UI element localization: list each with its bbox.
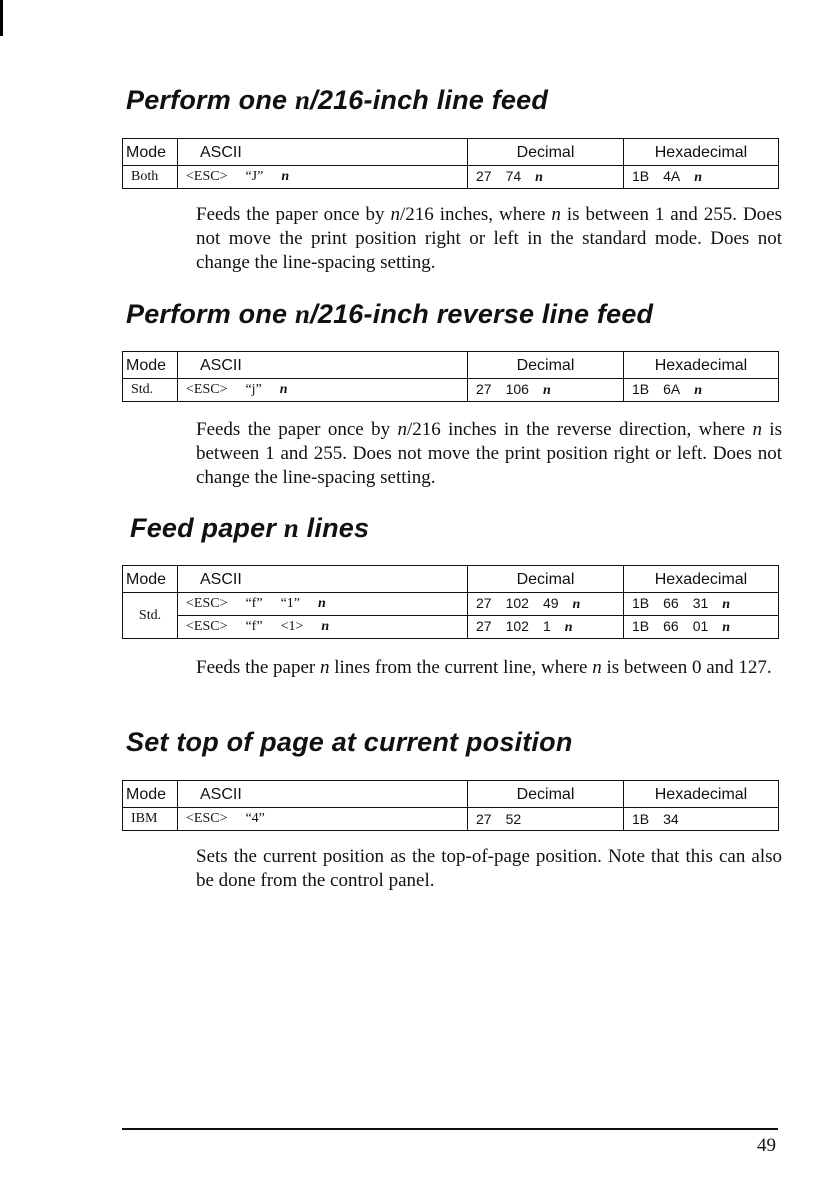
header-ascii: ASCII xyxy=(178,781,468,808)
header-mode: Mode xyxy=(123,781,178,808)
section-title: Feed paper n lines xyxy=(130,513,370,543)
table-row xyxy=(123,593,779,616)
section-description: Feeds the paper once by n/216 inches in the reverse direction, where n is between 1 and 255. Does not move the print position right or left. Does not change the line-spacing setting. xyxy=(196,419,782,488)
decimal-cell: 27 52 xyxy=(468,808,624,831)
header-decimal: Decimal xyxy=(468,566,624,593)
header-hex: Hexadecimal xyxy=(624,139,779,166)
table-header-row xyxy=(123,781,779,808)
footer-rule xyxy=(122,1128,778,1130)
hex-cell: 1B 4A n xyxy=(624,166,779,189)
section-title: Perform one n/216-inch reverse line feed xyxy=(126,299,654,329)
ascii-cell: <ESC> “J” n xyxy=(178,166,468,189)
hex-cell: 1B 66 31 n xyxy=(624,593,779,616)
header-decimal: Decimal xyxy=(468,139,624,166)
header-hex: Hexadecimal xyxy=(624,352,779,379)
table-header-row xyxy=(123,352,779,379)
section-title: Perform one n/216-inch line feed xyxy=(126,85,549,115)
header-hex: Hexadecimal xyxy=(624,566,779,593)
table-row xyxy=(123,808,779,831)
ascii-cell: <ESC> “j” n xyxy=(178,379,468,402)
ascii-cell: <ESC> “f” “1” n xyxy=(178,593,468,616)
decimal-cell: 27 74 n xyxy=(468,166,624,189)
table-header-row xyxy=(123,139,779,166)
command-table xyxy=(122,138,779,189)
decimal-cell: 27 106 n xyxy=(468,379,624,402)
table-row xyxy=(123,166,779,189)
mode-cell: Std. xyxy=(123,379,178,402)
table-row xyxy=(123,616,779,639)
hex-cell: 1B 66 01 n xyxy=(624,616,779,639)
header-mode: Mode xyxy=(123,139,178,166)
table-row xyxy=(123,379,779,402)
ascii-cell: <ESC> “f” <1> n xyxy=(178,616,468,639)
mode-cell: IBM xyxy=(123,808,178,831)
mode-cell: Std. xyxy=(123,593,178,639)
command-table xyxy=(122,351,779,402)
section-description: Feeds the paper n lines from the current line, where n is between 0 and 127. xyxy=(196,657,772,678)
header-mode: Mode xyxy=(123,566,178,593)
decimal-cell: 27 102 49 n xyxy=(468,593,624,616)
hex-cell: 1B 6A n xyxy=(624,379,779,402)
ascii-cell: <ESC> “4” xyxy=(178,808,468,831)
section-description: Feeds the paper once by n/216 inches, where n is between 1 and 255. Does not move the print position right or left in the standard mode. Does not change the line-spacing setting. xyxy=(196,204,782,273)
section-description: Sets the current position as the top-of-page position. Note that this can also be done from the control panel. xyxy=(196,846,782,891)
mode-cell: Both xyxy=(123,166,178,189)
table-header-row xyxy=(123,566,779,593)
hex-cell: 1B 34 xyxy=(624,808,779,831)
decimal-cell: 27 102 1 n xyxy=(468,616,624,639)
header-mode: Mode xyxy=(123,352,178,379)
header-ascii: ASCII xyxy=(178,566,468,593)
header-hex: Hexadecimal xyxy=(624,781,779,808)
command-table xyxy=(122,780,779,831)
command-table xyxy=(122,565,779,639)
header-decimal: Decimal xyxy=(468,781,624,808)
header-decimal: Decimal xyxy=(468,352,624,379)
header-ascii: ASCII xyxy=(178,139,468,166)
section-title: Set top of page at current position xyxy=(126,727,573,757)
margin-mark xyxy=(0,0,3,36)
page-number: 49 xyxy=(757,1135,776,1156)
header-ascii: ASCII xyxy=(178,352,468,379)
